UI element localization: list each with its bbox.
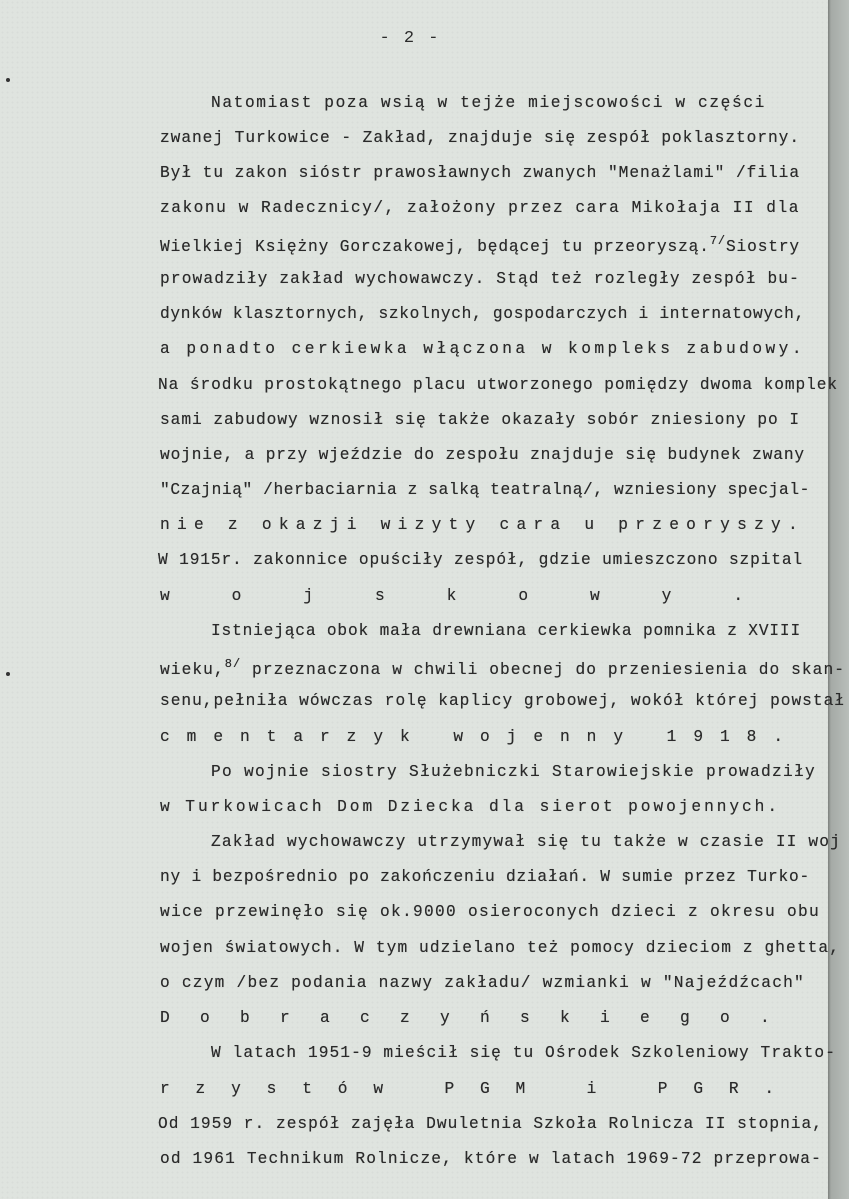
punch-mark <box>6 78 10 82</box>
text-line <box>160 657 845 679</box>
text-line-content: cmentarzyk wojenny 1918. <box>160 728 800 746</box>
footnote-reference: 8/ <box>224 657 242 671</box>
text-line <box>160 868 810 886</box>
page-number: - 2 - <box>379 29 441 48</box>
text-line <box>160 516 805 534</box>
text-line-content: Po wojnie siostry Służebniczki Starowiejskie prowadziły <box>211 763 816 781</box>
text-line <box>160 974 805 992</box>
text-line-content: sami zabudowy wznosił się także okazały sobór zniesiony po I <box>160 411 800 429</box>
text-line <box>160 199 800 217</box>
text-line-content: wojnie, a przy wjeździe do zespołu znajduje się budynek zwany <box>160 446 805 464</box>
text-line <box>160 446 805 464</box>
text-line <box>211 94 766 112</box>
page-edge-shadow <box>828 0 849 1199</box>
text-line <box>160 1009 800 1027</box>
text-line <box>158 376 838 394</box>
text-line <box>160 481 810 499</box>
text-line-content: Wielkiej Księżny Gorczakowej, będącej tu przeoryszą. <box>160 238 710 256</box>
text-line-content: od 1961 Technikum Rolnicze, które w latach 1969-72 przeprowa- <box>160 1150 822 1168</box>
text-line-content: W latach 1951-9 mieścił się tu Ośrodek Szkoleniowy Trakto- <box>211 1044 836 1062</box>
text-line <box>211 763 816 781</box>
text-line <box>160 903 820 921</box>
text-line <box>160 270 800 288</box>
text-line-content: ny i bezpośrednio po zakończeniu działań. W sumie przez Turko- <box>160 868 810 886</box>
punch-mark <box>6 672 10 676</box>
text-line-continuation: przeznaczona w chwili obecnej do przeniesienia do skan- <box>241 661 846 679</box>
text-line <box>160 164 800 182</box>
text-line-content: Zakład wychowawczy utrzymywał się tu także w czasie II woj <box>211 833 841 851</box>
text-line <box>160 798 780 816</box>
text-line-content: Od 1959 r. zespół zajęła Dwuletnia Szkoła Rolnicza II stopnia, <box>158 1115 823 1133</box>
text-line-content: zwanej Turkowice - Zakład, znajduje się zespół poklasztorny. <box>160 129 800 147</box>
text-line <box>160 234 800 256</box>
text-line <box>160 411 800 429</box>
text-line <box>158 551 803 569</box>
text-line <box>160 1080 800 1098</box>
text-line-content: prowadziły zakład wychowawczy. Stąd też rozległy zespół bu- <box>160 270 800 288</box>
text-line-content: dynków klasztornych, szkolnych, gospodarczych i internatowych, <box>160 305 805 323</box>
text-line <box>211 833 841 851</box>
text-line-content: wojen światowych. W tym udzielano też pomocy dzieciom z ghetta, <box>160 939 840 957</box>
text-line-content: senu,pełniła wówczas rolę kaplicy grobowej, wokół której powstał <box>160 692 845 710</box>
text-line <box>160 728 800 746</box>
text-line-content: wieku, <box>160 661 225 679</box>
text-line <box>158 1115 823 1133</box>
text-line-content: rzystów PGM i PGR. <box>160 1080 800 1098</box>
text-line-content: Był tu zakon sióstr prawosławnych zwanych "Menażlami" /filia <box>160 164 800 182</box>
footnote-reference: 7/ <box>709 234 726 248</box>
text-line-content: a ponadto cerkiewka włączona w kompleks zabudowy. <box>160 340 805 358</box>
text-line-content: "Czajnią" /herbaciarnia z salką teatralną/, wzniesiony specjal- <box>160 481 810 499</box>
text-line-content: wojskowy. <box>160 587 805 605</box>
text-line-content: w Turkowicach Dom Dziecka dla sierot powojennych. <box>160 798 780 816</box>
text-line-content: wice przewinęło się ok.9000 osieroconych dzieci z okresu obu <box>160 903 820 921</box>
text-line <box>160 939 840 957</box>
text-line-content: nie z okazji wizyty cara u przeoryszy. <box>160 516 805 534</box>
text-line-continuation: Siostry <box>725 238 800 256</box>
text-line <box>160 340 805 358</box>
text-line-content: W 1915r. zakonnice opuściły zespół, gdzie umieszczono szpital <box>158 551 803 569</box>
text-line-content: Na środku prostokątnego placu utworzonego pomiędzy dwoma komplek <box>158 376 838 394</box>
text-line-content: Dobraczyńskiego. <box>160 1009 800 1027</box>
text-line <box>211 1044 836 1062</box>
text-line-content: zakonu w Radecznicy/, założony przez cara Mikołaja II dla <box>160 199 800 217</box>
text-line <box>160 587 805 605</box>
text-line-content: Natomiast poza wsią w tejże miejscowości w części <box>211 94 766 112</box>
text-line <box>160 692 845 710</box>
text-line <box>160 305 805 323</box>
text-line <box>160 129 800 147</box>
text-line <box>160 1150 822 1168</box>
text-line <box>211 622 801 640</box>
text-line-content: o czym /bez podania nazwy zakładu/ wzmianki w "Najeźdźcach" <box>160 974 805 992</box>
text-line-content: Istniejąca obok mała drewniana cerkiewka pomnika z XVIII <box>211 622 801 640</box>
